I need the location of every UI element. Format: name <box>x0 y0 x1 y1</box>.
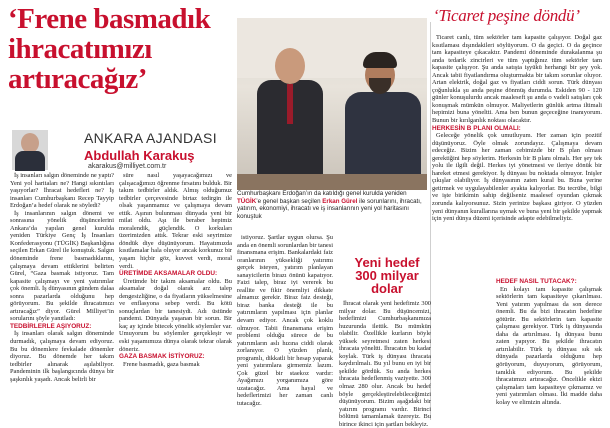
section-subheading: HEDEF NASIL TUTACAK?: <box>496 278 577 285</box>
text-column-6 <box>496 278 602 406</box>
section-subheading: GAZA BASMAK İSTİYORUZ: <box>119 353 205 361</box>
paragraph: Frene basmadık, gaza basmak <box>123 360 200 368</box>
text-column-4 <box>339 300 431 428</box>
section-subheading: TEDBİRLERLE AŞIYORUZ: <box>10 322 92 330</box>
right-column-title: ‘Ticaret peşine döndü’ <box>433 6 580 25</box>
text-column-2 <box>119 172 232 368</box>
author-box <box>8 118 240 170</box>
photo-caption: Cumhurbaşkanı Erdoğan’ın da katıldığı genel kurulda yeniden TÜGİK’e genel başkan seçilen Erkan Gürel ile sorunlarını, ihracatı, yatırım, ekonomiyi, ihracatı ve iş insanlarının yeni yol haritasını konuştuk <box>237 190 422 220</box>
headline-line-1: ‘Frene basmadık <box>8 3 211 35</box>
subheadline-line-2: 300 milyar dolar <box>355 268 419 296</box>
paragraph: Ticaret canlı, tüm sektörler tam kapasite çalışıyor. Doğal gaz kısıtlaması dışındakileri söylüyorum. O da geçici. O da geçince tam kapasiteye çıkacaktır. Pandemi döneminde durakalanma şu anda tedarik zincirleri ve tüm yaptığınız tüm sektörler tam kapasite çalışıyor. Şu anda satışta işyükü herhangi bir şey yok. Ancak tabii fiyatlandırma oluşturmakta bir takım sorunlar oluyor. Artan elektrik, doğal gaz vs fiyatları ciddi sorun. Türk dünyası çoğunlukla şu anda peşine dönmüş durumda. Eskiden 90 - 120 günler konuşulurdu ancak maaleseft şu anda o vadeli satışları çok konuşmak mümkün olmuyor. Maliyetlerin günlük artma iltimali hepimizi buna yöneltti. Ama ben bunun geçeceğine inanıyorum. Bunun bir kırılganlık noktası olacaktır. <box>432 34 602 125</box>
paragraph: İhracat olarak yeni hedefimiz 300 milyar dolar. Bu düşüncemizi, hedefimizi Cumhurbaşkanımıza huzurunda ilettik. Bu mümkün olabilir. Özellikle kurların böyle yüksek seyretmesi zaten herkesi ihracata yöneltti. İhracatın bu kadar koylak. Türk iş dünyası ihracata kaydırılmalı. Bu yıl bunu en iyi bir şekilde gördük. Su anda herkes ihracata hedeflenmiş vaziyette. 300 olmaz 280 olur. Ancak bu hedef böyle gerçekleştirelebileceğimizi düşünüyorum. Bizim aşağıdaki bir yatırım programı vardır. Birinci bölümü tamamlamak üzereyiz. Bu birince ikinci için şartları bekleyiz. <box>339 300 431 428</box>
paragraph: İş insanları salgın döneminde ne yaptı? Yeni yol haritaları ne? Hangi sıkıntıları yaşıyorlar? İhracat hedefleri ne? İş insanları Cumhurbaşkanı Recep Tayyip Erdoğan’a hedef olarak ne söyledi? <box>10 172 114 210</box>
subheadline <box>340 256 434 295</box>
paragraph: Üretimde bir takım aksamalar oldu. Bu aksamalar doğal olarak arz talep dengesizliğine, o da fiyatların yükselmesine ve enflasyona sebep verdi. Bu kötü sonuçlardan bir tanesiydi. Adı üstünde pandemi. Dünyada yaşanan bir sorun. Bir kaç ay içinde bitecek yönelik söylemler var. Umuyorum bu söylemler gerçekleşir ve eski yaşamımıza dünya olarak tekrar olarak döneriz. <box>119 277 232 353</box>
paragraph: Geleceğe yönelik çok umutluyum. Her zaman için pozitif düşünüyoruz. Öyle olmak zorundayız. Çalışmaya devam edeceğiz. Bizim her zaman cebimizde bir B plan olması gerektiğini hep söylerim. Herkesin bir B planı olmalı. Her şey tek yolu ile ilgili değil. Herkes iyi yönetmesi ve ileriye dönük bir hareket etmesi gerekiyor. İş dünyası bu noktada olmuyor. İnişler çıkışlar olabiliyor. İş dünyasının zaten kural bu. Buna yerine getirmek ve uygulayabilenler ayakta kalıyorlar. Bu tecrübe, bilgi ve işte birikimin sahip değilseniz maalesef oyundan çıkmak zorunda kalıyorsunuz. Sizin yerinize başkası giriyor. O yüzden yeni dünyanın kurallarına uymak ve buna yeni bir şekilde yapmak için yeni dünya düzeni içerisinde adapte edebilmeliyiz. <box>432 132 602 223</box>
author-name: Abdullah Karakuş <box>84 148 195 163</box>
paragraph: İş insanlarının salgın dönemi ve sonrasına yönelik düşüncelerini Ankara’da yapılan genel kurulda yeniden Türkiye Genç İş İnsanları Konfederasyonu (TÜGİK) Başkanlığına seçilen Erkan Gürel ile konuştuk. Salgın döneminde frene basmadıklarını, çalışmaya devam ettiklerini belirten Gürel, “Gaza basmak istiyoruz. Tam kapasite çalışmayı ve yeni yatırımlar çok önemli. İş dünyasının gündem dalaa sonra pazarlarda olduğunu hep görüyorum. Bu şekilde ihracatımızı artıracağız” diyor. Gürel Milliyet’in sorularını şöyle yanıtladı: <box>10 209 114 323</box>
section-subheading: ÜRETİMDE AKSAMALAR OLDU: <box>119 270 218 278</box>
agency-name: ANKARA AJANDASI <box>84 130 217 146</box>
paragraph: süre nasıl yaşayacağımızı ve çalışacağımızı öğrenme fırsatını bulduk. Bir takım tedbirler aldık. Almış olduğumuz tedbirler çerçevesinde birtaz tedirgin ile olsak yaşanmamız ve çalışmaya devam ettik. Aşının bulunması dünyada yeni bir milat oldu. Aşı ile beraber hepimiz moralendik, güçlendik. O korkuları üzerimizden attık. Tekrar eski seyrimize döndük diye düşünüyorum. Hayatımızda kısıtlamalar hala oluyor ancak korkunuz bir yaşam hiçbir göz, kuvvet verdi, moral verdi. <box>119 172 232 270</box>
headline-line-2: ihracatımızı <box>8 33 152 65</box>
section-subheading: HERKESİN B PLANI OLMALI: <box>432 124 521 132</box>
text-column-3 <box>237 234 333 408</box>
headline <box>8 4 240 94</box>
interview-photo <box>237 18 427 190</box>
paragraph: istiyoruz. Şartlar uygun olursa. Şu anda en önemli sorunlardan bir tanesi finansmana erişim. Bankalardaki faiz oranlarının yüksekliği yatırımı gerçek isteyen, yatırım planlayan sanayicilerin birazı önünü kapatıyor. Faizi talep, biraz iyi vererek bu reallite ve fikir önemliyi dikkate almamız gerekir. Biraz faiz desteği, biraz banka desteği ile bu yatırımların yapılması için planlar devam ediyor. Ancak çok koklu olmuyor. Tabii finansmana erişim problemi olduğu sürece de bu yatırımların aslı hızına ciddi olarak zorlanıyor. O yüzden planlı, programlı, dikkatli bir hesap yaparak yeni yatırımlara girmemiz lazım. Çok güzel bir staekoz vardır: Ayağımızı yorganımıza göre uzatacağız. Ama hayal ve hedeflerimizi her zaman canlı tutacağız. <box>237 234 334 408</box>
paragraph: En kolayı tam kapasite çalışmak sektörlerin tam kapasiteye çıkarılması. Yeni yatırım yapılması da son derece önemli. Bu da bizi ihracatın hedefine götürür. Bu sektörlerin tam kapasite çalışması gerekiyor. Türk iş dünyasında daha da artırılması. İş dünyası bunu zaten yapıyor. Bu şekilde ihracatın artırılabilir. Türk iş dünyası sık sık dünyada pazarlarda olduğunu hep görüyorum, duyuyorum, görüyorum, tanıklık ediyorum. Bu şekilde ihracatımızı artıracağız. Öncelikle ekizi çalışmaları tam kapasiteye çıkmamız ve yeni yatırımları olması. İki madde daha kolay ve elimizin altında. <box>496 285 602 406</box>
text-column-1 <box>10 172 114 383</box>
text-column-5 <box>432 34 602 223</box>
headline-line-3: artıracağız’ <box>8 63 147 95</box>
author-photo <box>12 130 48 170</box>
subheadline-line-1: Yeni hedef <box>354 255 420 270</box>
paragraph: İş insanları olarak salgın döneminde durmadık, çalışmaya devam ediyoruz. Bu bu dönemlere fevkalade dönemler diyoruz. Bu dönemde her takım tedbirler alınarak aşılabiliyor. Pandeminin ilk başlangıcında dünya bir şaşkınlık yaşadı. Ancak belirli bir <box>10 330 114 383</box>
author-email[interactable]: akarakus@milliyet.com.tr <box>88 163 167 170</box>
